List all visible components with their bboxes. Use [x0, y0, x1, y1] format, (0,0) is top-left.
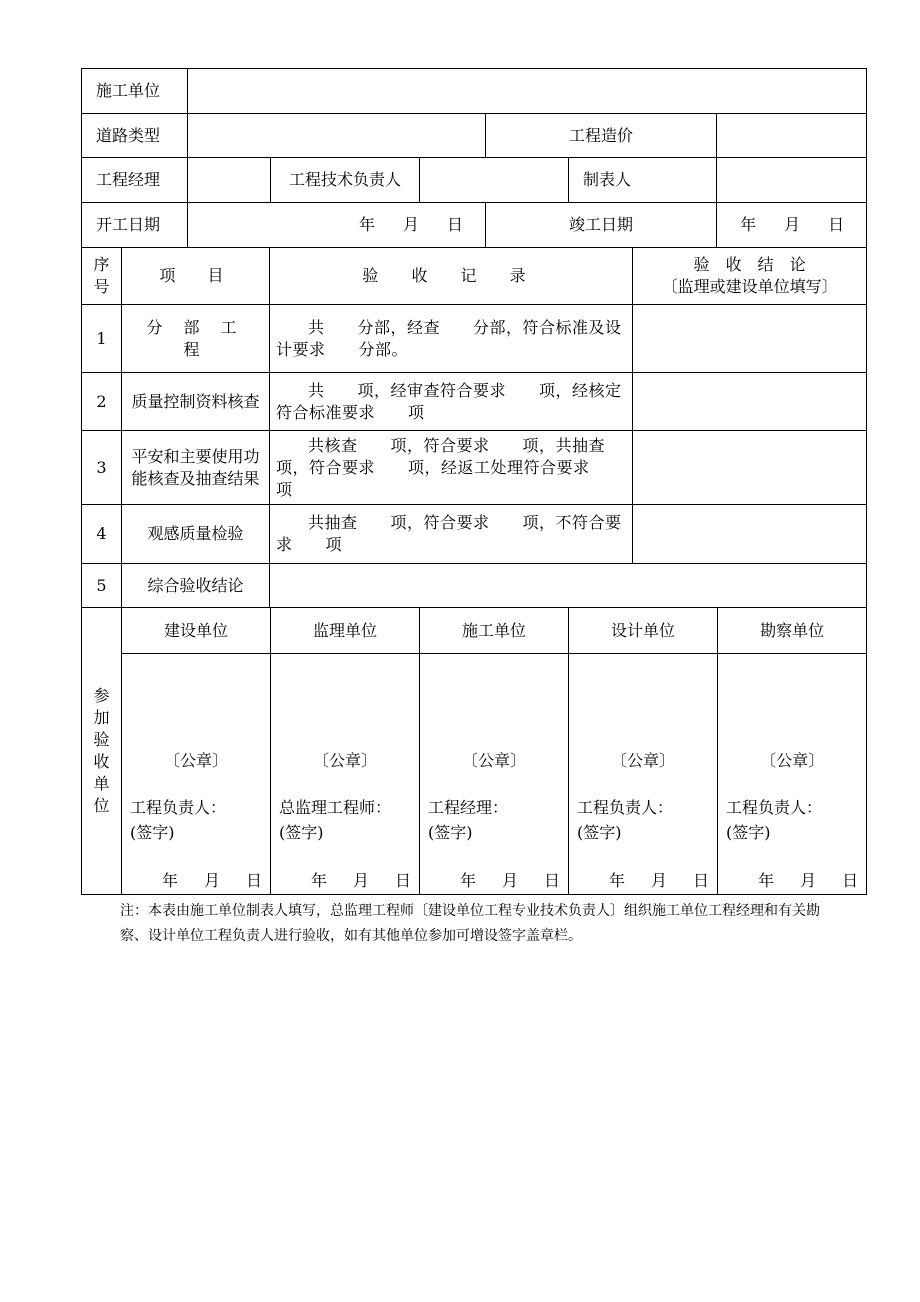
row-conclusion[interactable] — [633, 431, 867, 505]
unit-signature-hint: (签字) — [279, 823, 324, 842]
row-seq: 3 — [82, 431, 122, 505]
unit-date-day: 日 — [246, 871, 263, 890]
unit-date-day: 日 — [395, 871, 412, 890]
start-date-label: 开工日期 — [82, 203, 188, 248]
conclusion-header-subtitle: 〔监理或建设单位填写〕 — [661, 277, 838, 296]
unit-date — [460, 870, 560, 892]
row-seq: 1 — [82, 305, 122, 373]
unit-signature-hint: (签字) — [726, 823, 771, 842]
road-type-field[interactable] — [188, 114, 486, 158]
unit-seal: 〔公章〕 — [462, 751, 527, 770]
start-date-year: 年 — [358, 215, 375, 234]
project-manager-label: 工程经理 — [82, 158, 188, 203]
table-row — [82, 564, 867, 608]
unit-date-month: 月 — [501, 871, 518, 890]
unit-seal: 〔公章〕 — [313, 751, 378, 770]
row-personnel — [82, 158, 867, 203]
participants-side-label — [82, 608, 122, 895]
unit-signer-role: 工程经理： — [428, 798, 509, 817]
construction-unit-field[interactable] — [188, 69, 867, 114]
tech-lead-field[interactable] — [420, 158, 569, 203]
unit-signature-block[interactable] — [569, 654, 718, 895]
row-road-type — [82, 114, 867, 158]
end-date-field[interactable] — [717, 203, 867, 248]
table-row — [82, 305, 867, 373]
row-construction-unit — [82, 69, 867, 114]
start-date-month: 月 — [402, 215, 419, 234]
unit-date-month: 月 — [650, 871, 667, 890]
unit-date-year: 年 — [310, 871, 327, 890]
unit-date — [162, 870, 262, 892]
footnote: 注：本表由施工单位制表人填写，总监理工程师〔建设单位工程专业技术负责人〕组织施工单位工程经理和有关勘察、设计单位工程负责人进行验收，如有其他单位参加可增设签字盖章栏。 — [120, 903, 820, 944]
item-header: 项 目 — [122, 248, 270, 305]
construction-unit-label: 施工单位 — [82, 69, 188, 114]
row-item: 综合验收结论 — [122, 564, 270, 608]
unit-date-day: 日 — [693, 871, 710, 890]
preparer-label: 制表人 — [569, 158, 717, 203]
end-date-label: 竣工日期 — [486, 203, 717, 248]
unit-date-year: 年 — [608, 871, 625, 890]
row-item: 质量控制资料核查 — [122, 373, 270, 431]
acceptance-form-table — [81, 68, 867, 895]
row-record[interactable]: 共 分部，经查 分部，符合标准及设计要求 分部。 — [270, 305, 633, 373]
row-record[interactable]: 共核查 项，符合要求 项，共抽查 项，符合要求 项，经返工处理符合要求 项 — [270, 431, 633, 505]
row-conclusion[interactable] — [633, 305, 867, 373]
unit-signer-role: 工程负责人： — [130, 798, 227, 817]
road-type-label: 道路类型 — [82, 114, 188, 158]
row-record[interactable]: 共抽查 项，符合要求 项，不符合要求 项 — [270, 505, 633, 564]
row-conclusion[interactable] — [633, 505, 867, 564]
overall-conclusion-field[interactable] — [270, 564, 867, 608]
unit-signature-hint: (签字) — [130, 823, 175, 842]
row-seq: 5 — [82, 564, 122, 608]
participants-side-label-text: 参加验收单位 — [93, 686, 110, 815]
unit-signer-role: 工程负责人： — [726, 798, 823, 817]
unit-date-month: 月 — [203, 871, 220, 890]
unit-seal: 〔公章〕 — [760, 751, 825, 770]
unit-seal: 〔公章〕 — [164, 751, 229, 770]
preparer-field[interactable] — [717, 158, 867, 203]
unit-date — [609, 870, 709, 892]
conclusion-header — [633, 248, 867, 305]
row-column-headers — [82, 248, 867, 305]
unit-date-month: 月 — [800, 871, 817, 890]
unit-date — [311, 870, 411, 892]
project-cost-label: 工程造价 — [486, 114, 717, 158]
table-row — [82, 431, 867, 505]
unit-signature-block[interactable] — [420, 654, 569, 895]
unit-signer-role: 总监理工程师： — [279, 798, 392, 817]
unit-name: 设计单位 — [569, 608, 718, 654]
unit-name: 勘察单位 — [718, 608, 867, 654]
row-seq: 2 — [82, 373, 122, 431]
unit-date-year: 年 — [161, 871, 178, 890]
row-participant-units — [82, 608, 867, 654]
unit-signature-block[interactable] — [718, 654, 867, 895]
unit-signature-block[interactable] — [122, 654, 271, 895]
unit-name: 施工单位 — [420, 608, 569, 654]
row-seq: 4 — [82, 505, 122, 564]
tech-lead-label: 工程技术负责人 — [271, 158, 420, 203]
unit-seal: 〔公章〕 — [611, 751, 676, 770]
project-manager-field[interactable] — [188, 158, 271, 203]
row-dates — [82, 203, 867, 248]
project-cost-field[interactable] — [717, 114, 867, 158]
row-conclusion[interactable] — [633, 373, 867, 431]
seq-header: 序号 — [82, 248, 122, 305]
record-header: 验 收 记 录 — [270, 248, 633, 305]
start-date-day: 日 — [447, 215, 464, 234]
unit-signature-hint: (签字) — [577, 823, 622, 842]
unit-signature-block[interactable] — [271, 654, 420, 895]
unit-date-day: 日 — [544, 871, 561, 890]
conclusion-header-title: 验 收 结 论 — [693, 255, 806, 274]
unit-date-year: 年 — [758, 871, 775, 890]
row-item: 观感质量检验 — [122, 505, 270, 564]
unit-name: 监理单位 — [271, 608, 420, 654]
table-row — [82, 505, 867, 564]
start-date-field[interactable] — [188, 203, 486, 248]
row-record[interactable]: 共 项，经审查符合要求 项，经核定符合标准要求 项 — [270, 373, 633, 431]
end-date-month: 月 — [784, 215, 801, 234]
table-row — [82, 373, 867, 431]
end-date-year: 年 — [740, 215, 757, 234]
unit-date-year: 年 — [459, 871, 476, 890]
unit-name: 建设单位 — [122, 608, 271, 654]
unit-signer-role: 工程负责人： — [577, 798, 674, 817]
row-participant-signatures — [82, 654, 867, 895]
row-item: 平安和主要使用功能核查及抽查结果 — [122, 431, 270, 505]
row-item: 分 部 工 程 — [122, 305, 270, 373]
end-date-day: 日 — [828, 215, 845, 234]
unit-date — [758, 870, 858, 892]
unit-date-day: 日 — [842, 871, 859, 890]
unit-signature-hint: (签字) — [428, 823, 473, 842]
unit-date-month: 月 — [352, 871, 369, 890]
